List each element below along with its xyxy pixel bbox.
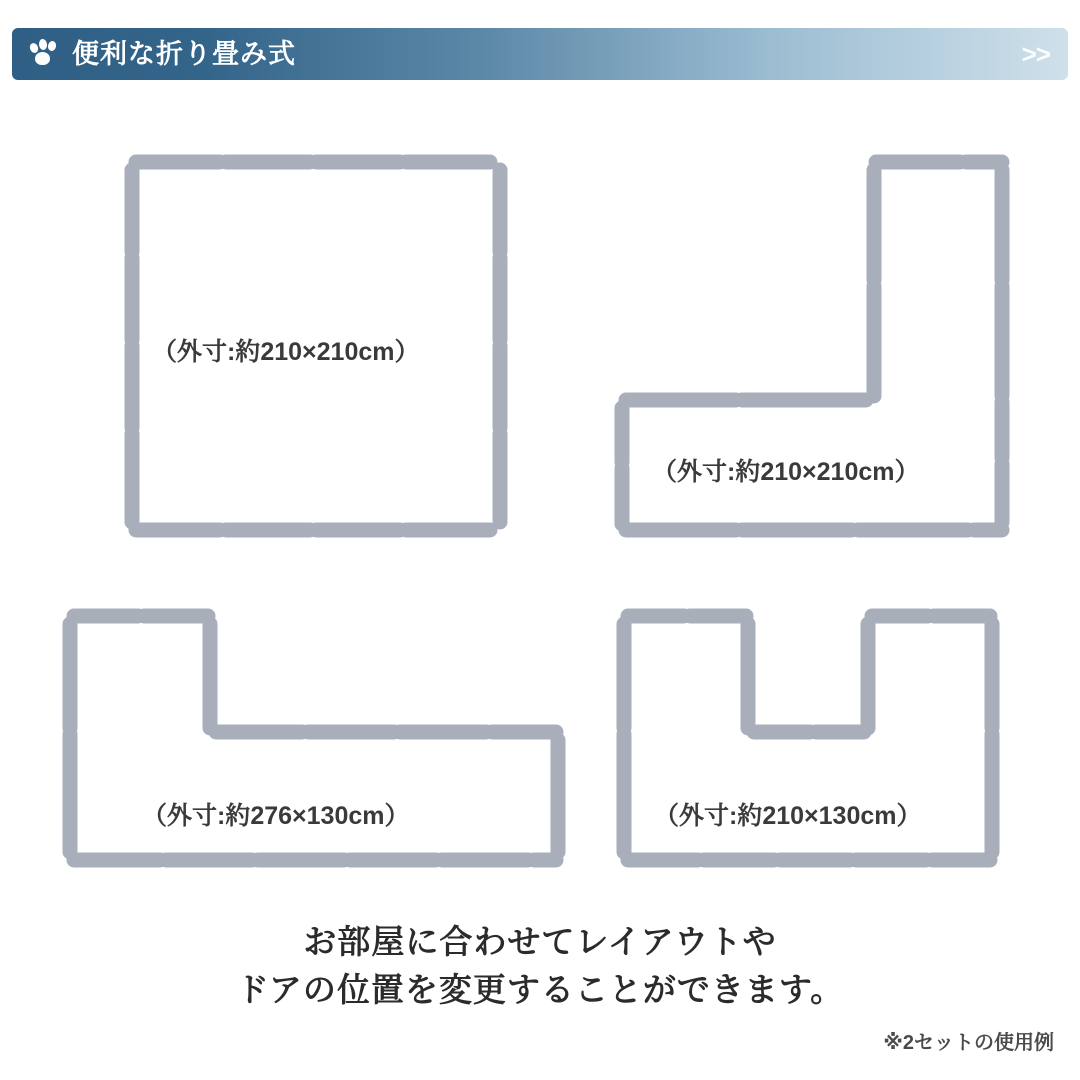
layout-u-shape-210 (614, 606, 1004, 876)
layout-l-shape-276 (60, 606, 570, 876)
paw-icon (28, 39, 62, 69)
description-text (0, 918, 1080, 1014)
section-header-banner (12, 28, 1068, 80)
layout-u-shape-210-shape (614, 606, 1004, 876)
layout-l-shape-210-caption: （外寸:約210×210cm） (652, 458, 920, 486)
description-line-1: お部屋に合わせてレイアウトや (303, 923, 777, 960)
footnote: ※2セットの使用例 (883, 1032, 1054, 1054)
layout-square-210-caption: （外寸:約210×210cm） (152, 338, 420, 366)
layout-l-shape-276-shape (60, 606, 570, 876)
layout-l-shape-210-shape (612, 152, 1012, 552)
layout-square-210 (122, 152, 512, 542)
layout-u-shape-210-caption: （外寸:約210×130cm） (654, 802, 922, 830)
layout-l-shape-276-caption: （外寸:約276×130cm） (142, 802, 410, 830)
page-title: 便利な折り畳み式 (72, 38, 296, 69)
layout-l-shape-210 (612, 152, 1012, 552)
layout-diagram-stage (0, 96, 1080, 916)
description-line-2: ドアの位置を変更することができます。 (235, 970, 845, 1008)
chevron-right-icon: >> (1021, 39, 1050, 69)
